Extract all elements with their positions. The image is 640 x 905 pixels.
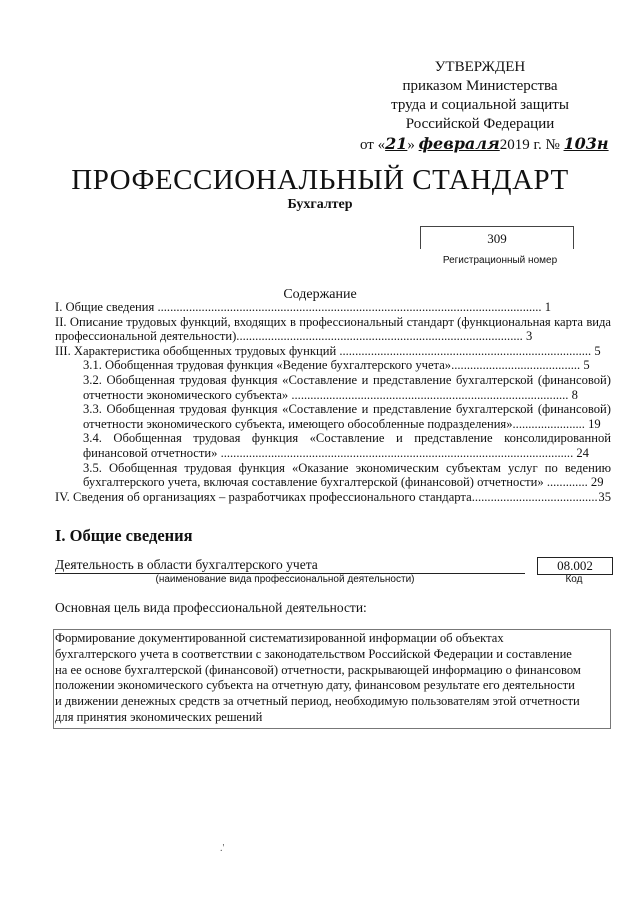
activity-name: Деятельность в области бухгалтерского учета bbox=[55, 556, 525, 574]
document-subtitle: Бухгалтер bbox=[287, 197, 353, 212]
goal-line: Формирование документированной систематизированной информации об объектах bbox=[55, 631, 504, 645]
goal-line: и движении денежных средств за отчетный период, необходимую пользователям этой отчетности bbox=[55, 694, 580, 709]
order-year: 2019 г. № bbox=[499, 137, 560, 153]
toc-item-text: II. Описание трудовых функций, входящих в профессиональный стандарт (функциональная карта вида профессиональной деятельности)........................................................................................... 3 bbox=[55, 314, 611, 344]
registration-number-box bbox=[420, 226, 574, 249]
toc-item-text: 3.2. Обобщенная трудовая функция «Составление и представление бухгалтерской (финансовой) отчетности экономического субъекта» ........................................................................................ 8 bbox=[83, 372, 611, 402]
toc-item-text: 3.5. Обобщенная трудовая функция «Оказание экономическим субъектам услуг по ведению бухгалтерского учета, включая составление бухгалтерской (финансовой) отчетности» ............. 29 bbox=[83, 460, 611, 490]
code-caption: Код bbox=[565, 574, 583, 585]
section-heading: I. Общие сведения bbox=[55, 526, 193, 545]
goal-line: на ее основе бухгалтерской (финансовой) отчетности, раскрывающей информацию о финансовом bbox=[55, 662, 581, 677]
goal-text bbox=[55, 631, 605, 726]
toc-item[interactable] bbox=[55, 431, 611, 460]
table-of-contents bbox=[55, 300, 611, 504]
toc-item-text: I. Общие сведения .......................................................................................................................... 1 bbox=[55, 300, 552, 314]
toc-item-text: III. Характеристика обобщенных трудовых функций ................................................................................ 5 bbox=[55, 343, 601, 358]
approval-line: приказом Министерства bbox=[402, 78, 558, 94]
toc-item[interactable] bbox=[55, 373, 611, 402]
goal-line: положении экономического субъекта на отчетную дату, финансовом результате его деятельности bbox=[55, 678, 575, 693]
registration-number-label: Регистрационный номер bbox=[442, 255, 558, 266]
toc-item-text: 3.1. Обобщенная трудовая функция «Ведение бухгалтерского учета»......................................... 5 bbox=[83, 358, 590, 373]
order-day: 21 bbox=[385, 134, 408, 153]
toc-item[interactable] bbox=[55, 402, 611, 431]
toc-item[interactable] bbox=[55, 315, 611, 344]
toc-item-page: 35 bbox=[598, 489, 611, 504]
activity-code: 08.002 bbox=[537, 557, 613, 575]
toc-item[interactable] bbox=[55, 490, 611, 505]
toc-item[interactable] bbox=[55, 344, 611, 359]
toc-title: Содержание bbox=[283, 287, 357, 302]
order-prefix: от « bbox=[360, 137, 386, 153]
toc-item-text: 3.3. Обобщенная трудовая функция «Составление и представление бухгалтерской (финансовой) отчетности экономического субъекта, имеющего обособленные подразделения»....................... 19 bbox=[83, 402, 611, 431]
approval-block bbox=[360, 58, 609, 155]
toc-leader-dots bbox=[472, 490, 598, 505]
scan-speck: .' bbox=[220, 843, 225, 854]
approval-line: Российской Федерации bbox=[405, 116, 555, 132]
toc-item[interactable] bbox=[55, 461, 611, 490]
order-number: 103н bbox=[563, 134, 609, 153]
activity-caption: (наименование вида профессиональной деятельности) bbox=[155, 574, 415, 585]
order-line bbox=[360, 134, 609, 155]
toc-item-text: IV. Сведения об организациях – разработчиках профессионального стандарта bbox=[55, 489, 472, 504]
document-title: ПРОФЕССИОНАЛЬНЫЙ СТАНДАРТ bbox=[71, 164, 569, 196]
approval-line: УТВЕРЖДЕН bbox=[434, 59, 526, 75]
order-sep: » bbox=[407, 137, 415, 153]
order-month: февраля bbox=[418, 134, 500, 153]
toc-item[interactable] bbox=[55, 300, 611, 315]
toc-item[interactable] bbox=[55, 358, 611, 373]
approval-line: труда и социальной защиты bbox=[391, 97, 569, 113]
goal-line: для принятия экономических решений bbox=[55, 709, 263, 724]
goal-label: Основная цель вида профессиональной деятельности: bbox=[55, 600, 367, 615]
goal-line: бухгалтерского учета в соответствии с законодательством Российской Федерации и составление bbox=[55, 646, 572, 661]
toc-item-text: 3.4. Обобщенная трудовая функция «Составление и представление консолидированной финансовой отчетности» ................................................................................................................ 24 bbox=[83, 431, 611, 460]
registration-number: 309 bbox=[487, 231, 507, 246]
